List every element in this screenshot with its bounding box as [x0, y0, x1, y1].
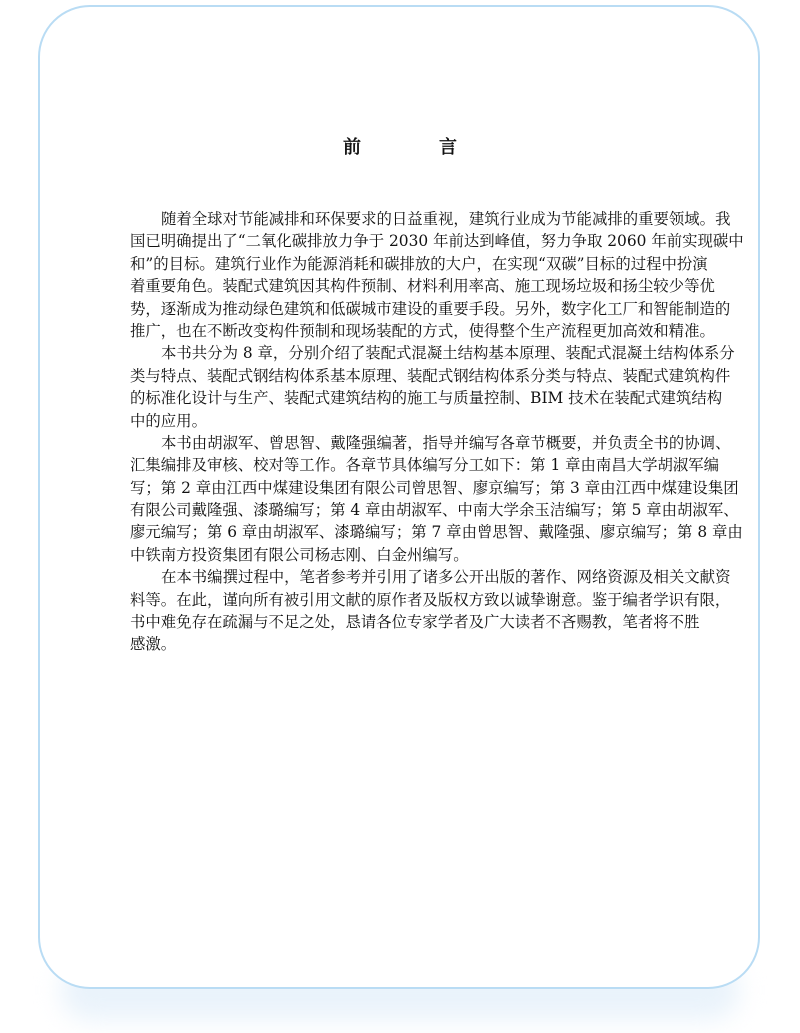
text-line: 本书共分为 8 章，分别介绍了装配式混凝土结构基本原理、装配式混凝土结构体系分 — [161, 344, 735, 363]
text-line: 着重要角色。装配式建筑因其构件预制、材料利用率高、施工现场垃圾和扬尘较少等优 — [130, 277, 715, 296]
text-line: 的标准化设计与生产、装配式建筑结构的施工与质量控制、BIM 技术在装配式建筑结构 — [130, 389, 723, 408]
text-line: 在本书编撰过程中，笔者参考并引用了诸多公开出版的著作、网络资源及相关文献资 — [161, 568, 731, 587]
text-line: 推广，也在不断改变构件预制和现场装配的方式，使得整个生产流程更加高效和精准。 — [130, 321, 715, 340]
text-line: 国已明确提出了“二氧化碳排放力争于 2030 年前达到峰值，努力争取 2060 年前实现碳中 — [130, 232, 744, 251]
paragraph — [130, 208, 744, 342]
text-line: 中铁南方投资集团有限公司杨志刚、白金州编写。 — [130, 545, 469, 564]
text-line: 廖元编写；第 6 章由胡淑军、漆璐编写；第 7 章由曾思智、戴隆强、廖京编写；第 8 章由 — [130, 523, 743, 542]
text-line: 和”的目标。建筑行业作为能源消耗和碳排放的大户，在实现“双碳”目标的过程中扮演 — [130, 254, 708, 273]
paragraph — [130, 432, 743, 566]
text-line: 势，逐渐成为推动绿色建筑和低碳城市建设的重要手段。另外，数字化工厂和智能制造的 — [130, 299, 731, 318]
preface-body — [130, 208, 744, 656]
text-line: 感激。 — [130, 635, 177, 654]
paragraph — [130, 342, 735, 432]
text-line: 有限公司戴隆强、漆璐编写；第 4 章由胡淑军、中南大学余玉洁编写；第 5 章由胡淑军、 — [130, 501, 739, 520]
text-line: 书中难免存在疏漏与不足之处，恳请各位专家学者及广大读者不吝赐教，笔者将不胜 — [130, 613, 700, 632]
text-line: 随着全球对节能减排和环保要求的日益重视，建筑行业成为节能减排的重要领域。我 — [161, 210, 731, 228]
text-line: 类与特点、装配式钢结构体系基本原理、装配式钢结构体系分类与特点、装配式建筑构件 — [130, 366, 731, 385]
paragraph — [130, 566, 731, 656]
page-title: 前 言 — [343, 137, 487, 158]
text-line: 本书由胡淑军、曾思智、戴隆强编著，指导并编写各章节概要，并负责全书的协调、 — [161, 433, 731, 452]
text-line: 汇集编排及审核、校对等工作。各章节具体编写分工如下：第 1 章由南昌大学胡淑军编 — [130, 456, 720, 475]
text-line: 写；第 2 章由江西中煤建设集团有限公司曾思智、廖京编写；第 3 章由江西中煤建设集团 — [130, 478, 739, 497]
text-line: 中的应用。 — [130, 411, 207, 430]
text-line: 料等。在此，谨向所有被引用文献的原作者及版权方致以诚挚谢意。鉴于编者学识有限， — [130, 590, 731, 609]
